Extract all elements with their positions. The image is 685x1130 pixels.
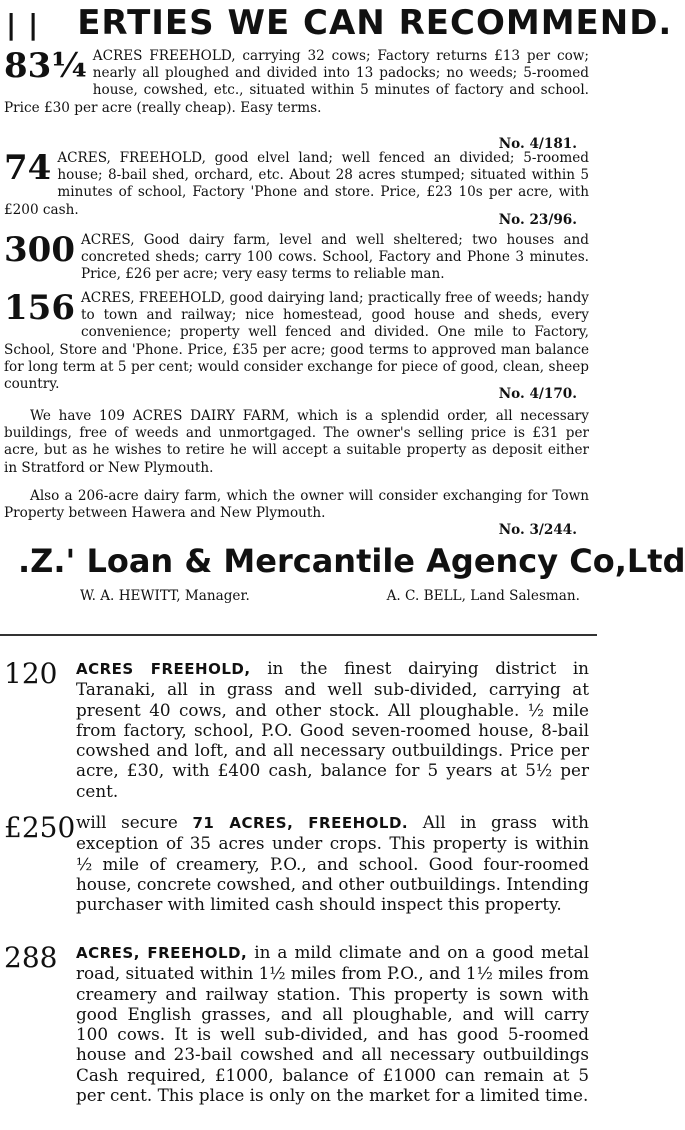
listing-lead: ACRES, FREEHOLD, — [76, 944, 248, 962]
listing-lead: 71 ACRES, FREEHOLD. — [192, 814, 409, 832]
listing-text: All in grass with exception of 35 acres under crops. This property is within ½ mile of creamery, P.O., and school. Good four-roomed house, concrete cowshed, and other outbuildings. Intending purchaser with limited cash should inspect this property. — [76, 812, 589, 915]
listing-body — [76, 812, 589, 914]
listing-lead: ACRES FREEHOLD, — [76, 660, 251, 678]
lower-listing-288 — [4, 942, 589, 1105]
salesman-name: A. C. BELL, Land Salesman. — [386, 588, 580, 604]
listing-text: ACRES, FREEHOLD, good elvel land; well fenced an divided; 5-roomed house; 8-bail shed, orchard, etc. About 28 acres stumped; situated within 5 minutes of school, Factory 'Phone and store. Price, £23 10s per acre, with £200 cash. — [4, 150, 589, 218]
listing-body — [76, 658, 589, 801]
agency-name: .Z.' Loan & Mercantile Agency Co, — [18, 542, 627, 580]
headline-text: ERTIES WE CAN RECOMMEND. — [77, 3, 673, 43]
paragraph-ref — [4, 522, 589, 539]
manager-name: W. A. HEWITT, Manager. — [80, 588, 250, 604]
listing-text: in a mild climate and on a good metal road, situated within 1½ miles from P.O., and 1½ miles from creamery and railway station. This property is sown with good English grasses, and all ploughable, and will carry 100 cows. It is well sub-divided, and has good 5-roomed house and 23-bail cowshed and all necessary outbuildings Cash required, £1000, balance of £1000 can remain at 5 per cent. This place is only on the market for a limited time. — [76, 942, 589, 1106]
reference-number: No. 4/170. — [498, 386, 577, 402]
reference-number: No. 4/181. — [498, 136, 577, 152]
listing-number: 288 — [4, 941, 58, 974]
listing-number: £250 — [4, 811, 76, 844]
divider-rule — [0, 634, 597, 636]
lower-listing-250 — [4, 812, 589, 914]
listing-number: 83¼ — [4, 46, 87, 86]
listing-text: ACRES, Good dairy farm, level and well sheltered; two houses and concreted sheds; carry 100 cows. School, Factory and Phone 3 minutes. Price, £26 per acre; very easy terms to reliable man. — [80, 232, 589, 283]
listing-text: ACRES FREEHOLD, carrying 32 cows; Factory returns £13 per cow; nearly all ploughed and divided into 13 padocks; no weeds; 5-roomed house, cowshed, etc., situated within 5 minutes of factory and school. Price £30 per acre (really cheap). Easy terms. — [4, 48, 589, 116]
headline — [6, 0, 673, 46]
reference-number: No. 3/244. — [498, 522, 577, 538]
reference-number: No. 23/96. — [498, 212, 577, 228]
lower-listing-120 — [4, 658, 589, 801]
listing-text: ACRES, FREEHOLD, good dairying land; practically free of weeds; handy to town and railway; nice homestead, good house and sheds, every convenience; property well fenced and divided. One mile to Factory, School, Store and 'Phone. Price, £35 per acre; good terms to approved man balance for long term at 5 per cent; would consider exchange for piece of good, clean, sheep country. — [4, 290, 589, 393]
dairy-farm-paragraph: We have 109 ACRES DAIRY FARM, which is a splendid order, all necessary buildings, free of weeds and unmortgaged. The owner's selling price is £31 per acre, but as he wishes to retire he will accept a suitable property as deposit either in Stratford or New Plymouth. — [4, 408, 589, 476]
listing-number: 74 — [4, 148, 52, 188]
listing-text: in the finest dairying district in Taranaki, all in grass and well sub-divided, carrying at present 40 cows, and other stock. All ploughable. ½ mile from factory, school, P.O. Good seven-roomed house, 8-bail cowshed and loft, and all necessary outbuildings. Price per acre, £30, with £400 cash, balance for 5 years at 5½ per cent. — [76, 658, 589, 801]
agency-banner — [18, 540, 685, 582]
listing-body — [76, 942, 589, 1105]
listing-ref — [4, 386, 589, 403]
listing-ref — [4, 212, 589, 229]
listing-number: 156 — [4, 288, 75, 328]
listing-300-acres — [4, 232, 589, 284]
listing-number: 300 — [4, 230, 75, 270]
agency-staff — [80, 588, 580, 608]
listing-74-acres — [4, 150, 589, 219]
listing-lead-prefix: will secure — [76, 812, 178, 832]
listing-156-acres — [4, 290, 589, 393]
corner-mark: | | — [6, 8, 40, 41]
listing-number: 120 — [4, 657, 58, 690]
agency-suffix: Ltd — [626, 542, 685, 580]
listing-83-acres — [4, 48, 589, 117]
exchange-paragraph: Also a 206-acre dairy farm, which the owner will consider exchanging for Town Property between Hawera and New Plymouth. — [4, 488, 589, 522]
